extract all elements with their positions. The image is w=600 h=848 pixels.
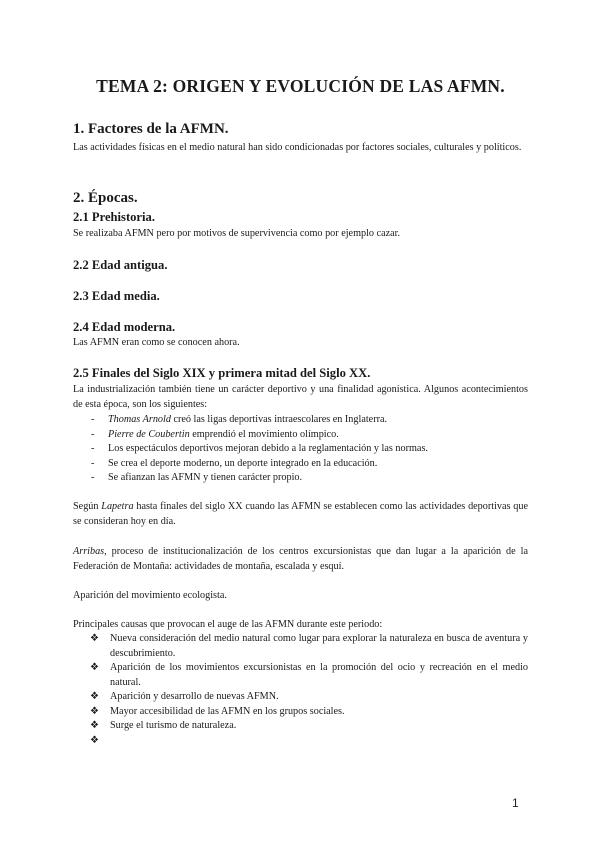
ecologista-text: Aparición del movimiento ecologista. bbox=[73, 590, 227, 601]
causes-list bbox=[73, 632, 528, 748]
author-name: Arribas bbox=[73, 546, 105, 557]
section-1-heading: 1. Factores de la AFMN. bbox=[73, 121, 229, 137]
dash-marker: - bbox=[91, 414, 95, 425]
edad-moderna-heading: 2.4 Edad moderna. bbox=[73, 320, 176, 334]
edad-media-heading: 2.3 Edad media. bbox=[73, 289, 160, 303]
section-1-text: Las actividades físicas en el medio natural han sido condicionadas por factores sociales, culturales y políticos. bbox=[73, 142, 522, 153]
list-item bbox=[73, 705, 528, 720]
arribas-post: , proceso de institucionalización de los centros excursionistas que dan lugar a la aparición de la Federación de Montaña: actividades de montaña, escalada y esquí. bbox=[73, 546, 528, 572]
event-text: Se afianzan las AFMN y tienen carácter propio. bbox=[108, 472, 303, 483]
edad-antigua-heading: 2.2 Edad antigua. bbox=[73, 258, 168, 272]
prehistoria-heading: 2.1 Prehistoria. bbox=[73, 210, 155, 224]
arribas-paragraph bbox=[73, 545, 528, 574]
siglo-xix-heading: 2.5 Finales del Siglo XIX y primera mitad del Siglo XX. bbox=[73, 366, 371, 380]
document-title: TEMA 2: ORIGEN Y EVOLUCIÓN DE LAS AFMN. bbox=[96, 76, 505, 96]
diamond-bullet-icon: ❖ bbox=[90, 705, 99, 717]
list-item bbox=[73, 413, 528, 428]
person-name: Thomas Arnold bbox=[108, 414, 171, 425]
page-number: 1 bbox=[512, 796, 519, 810]
event-text: Los espectáculos deportivos mejoran debido a la reglamentación y las normas. bbox=[108, 443, 428, 454]
cause-text: Surge el turismo de naturaleza. bbox=[110, 720, 237, 731]
dash-marker: - bbox=[91, 472, 95, 483]
list-item bbox=[73, 442, 528, 457]
edad-moderna-text: Las AFMN eran como se conocen ahora. bbox=[73, 337, 240, 348]
events-list bbox=[73, 413, 528, 486]
list-item bbox=[73, 471, 528, 486]
cause-text: Aparición de los movimientos excursionistas en la promoción del ocio y recreación en el medio natural. bbox=[110, 662, 528, 688]
list-item bbox=[73, 734, 528, 749]
list-item bbox=[73, 690, 528, 705]
lapetra-pre: Según bbox=[73, 501, 102, 512]
diamond-bullet-icon: ❖ bbox=[90, 633, 99, 644]
lapetra-post: hasta finales del siglo XX cuando las AFMN se establecen como las actividades deportivas que se consideran hoy en día. bbox=[73, 501, 529, 527]
list-item bbox=[73, 661, 528, 690]
list-item bbox=[73, 719, 528, 734]
section-2-heading: 2. Épocas. bbox=[73, 190, 138, 206]
prehistoria-text: Se realizaba AFMN pero por motivos de supervivencia como por ejemplo cazar. bbox=[73, 228, 401, 239]
author-name: Lapetra bbox=[101, 501, 134, 512]
causes-intro: Principales causas que provocan el auge de las AFMN durante este periodo: bbox=[73, 619, 383, 630]
event-text: emprendió el movimiento olímpico. bbox=[189, 428, 339, 440]
diamond-bullet-icon: ❖ bbox=[90, 720, 99, 731]
siglo-xix-intro: La industrialización también tiene un carácter deportivo y una finalidad agonística. Algunos acontecimientos de esta época, son los siguientes: bbox=[73, 384, 528, 410]
diamond-bullet-icon: ❖ bbox=[90, 691, 99, 702]
event-text: creó las ligas deportivas intraescolares en Inglaterra. bbox=[170, 414, 388, 425]
cause-text: Nueva consideración del medio natural como lugar para explorar la naturaleza en busca de aventura y descubrimiento. bbox=[110, 633, 528, 659]
person-name: Pierre de Coubertin bbox=[108, 428, 190, 440]
list-item bbox=[73, 632, 528, 661]
dash-marker: - bbox=[91, 457, 95, 469]
cause-text: Mayor accesibilidad de las AFMN en los grupos sociales. bbox=[110, 705, 345, 717]
lapetra-paragraph bbox=[73, 500, 528, 529]
list-item bbox=[73, 428, 528, 443]
cause-text: Aparición y desarrollo de nuevas AFMN. bbox=[110, 691, 279, 702]
dash-marker: - bbox=[91, 428, 95, 440]
diamond-bullet-icon: ❖ bbox=[90, 734, 99, 746]
event-text: Se crea el deporte moderno, un deporte integrado en la educación. bbox=[108, 457, 378, 469]
list-item bbox=[73, 457, 528, 472]
dash-marker: - bbox=[91, 443, 95, 454]
diamond-bullet-icon: ❖ bbox=[90, 662, 99, 673]
